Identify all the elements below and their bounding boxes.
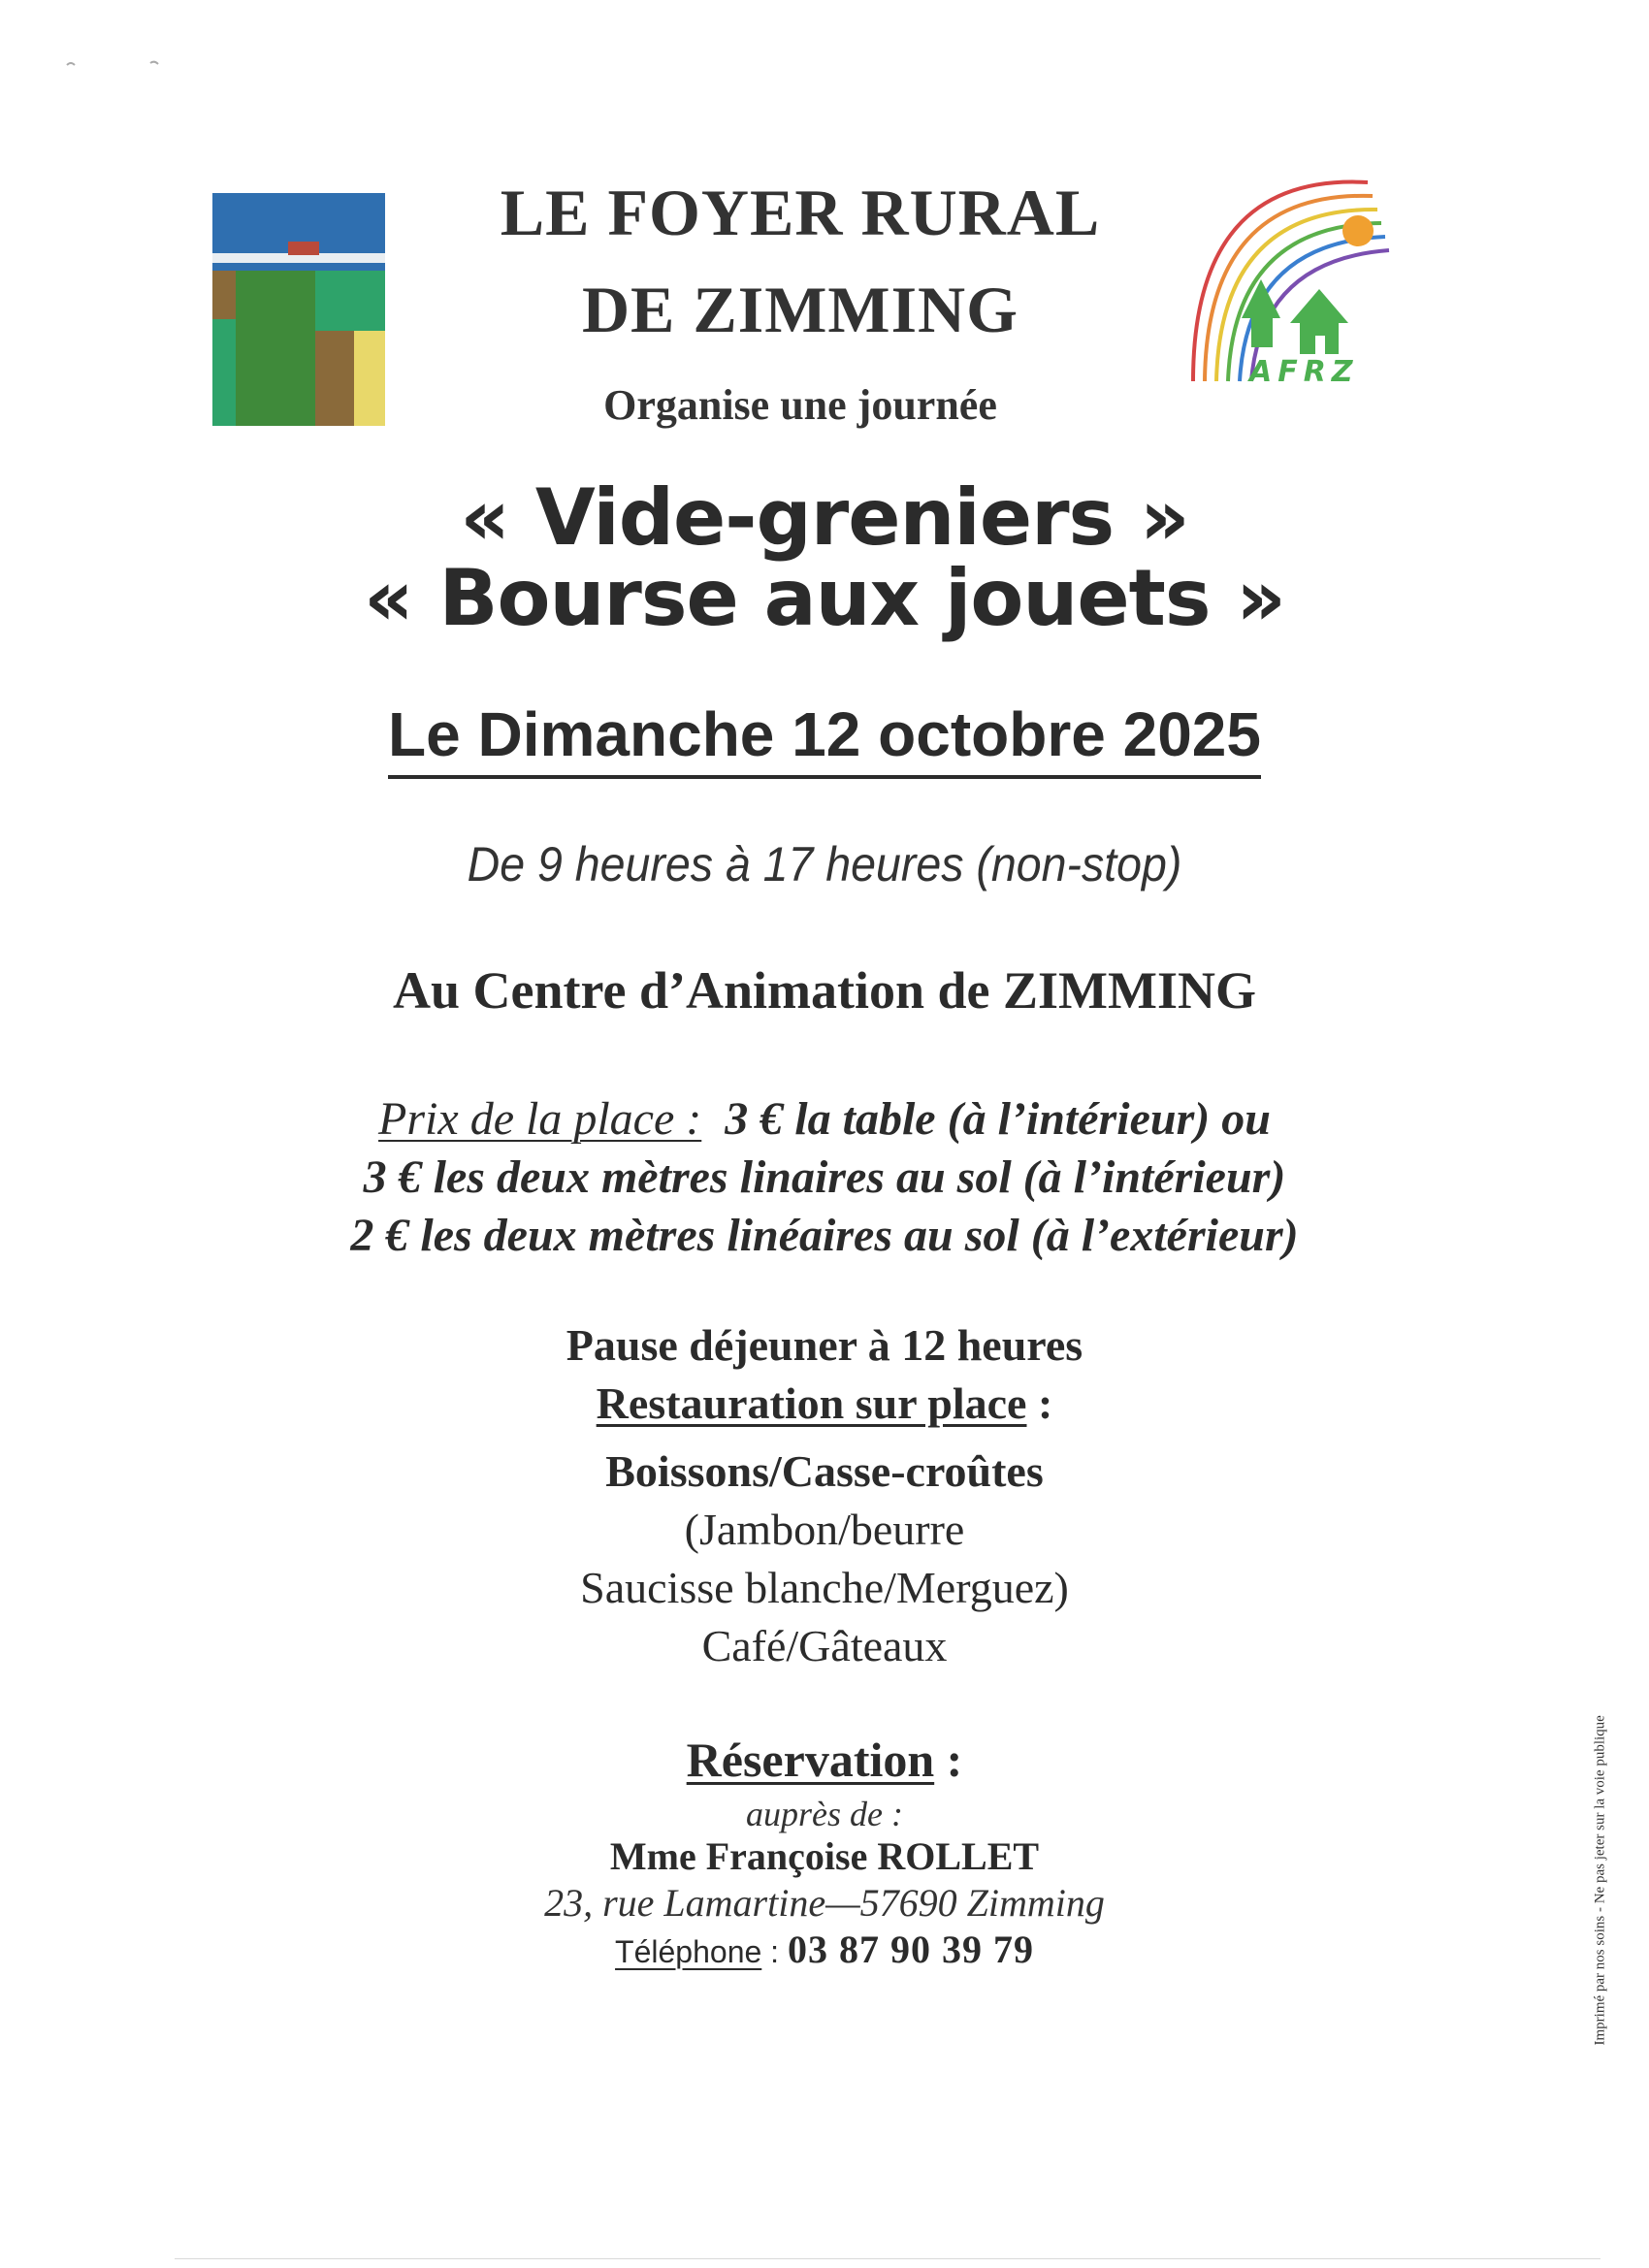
afrz-logo-text: AFRZ [1249, 355, 1359, 389]
price-line-2: 3 € les deux mètres linaires au sol (à l’intérieur) [363, 1151, 1286, 1203]
organisation-name-line1: LE FOYER RURAL [500, 176, 1101, 249]
price-label: Prix de la place : [378, 1093, 702, 1145]
afrz-logo [1174, 163, 1406, 391]
catering-item-2: Saucisse blanche/Merguez) [580, 1563, 1069, 1612]
catering-item-1: (Jambon/beurre [684, 1505, 965, 1554]
catering-drinks: Boissons/Casse-croûtes [605, 1446, 1044, 1496]
reservation-contact-name: Mme Françoise ROLLET [609, 1834, 1040, 1878]
print-notice: Imprimé par nos soins - Ne pas jeter sur la voie publique [1592, 1715, 1608, 2046]
foyer-rural-logo [210, 191, 387, 427]
event-title-line2: « Bourse aux jouets » [364, 553, 1285, 643]
phone-number: 03 87 90 39 79 [787, 1928, 1034, 1971]
event-title-line1: « Vide-greniers » [460, 472, 1189, 563]
event-hours: De 9 heures à 17 heures (non-stop) [467, 837, 1182, 891]
price-line-3: 2 € les deux mètres linéaires au sol (à l’extérieur) [350, 1210, 1299, 1261]
price-line-1 [146, 1092, 1504, 1146]
reservation-label: Réservation [686, 1733, 935, 1787]
reservation-address: 23, rue Lamartine—57690 Zimming [544, 1881, 1105, 1925]
organise-subtitle: Organise une journée [603, 381, 997, 429]
lunch-break: Pause déjeuner à 12 heures [566, 1320, 1083, 1370]
catering-label: Restauration sur place [596, 1378, 1027, 1428]
reservation-heading [146, 1732, 1504, 1788]
phone-separator: : [761, 1934, 788, 1969]
organisation-name-line2: DE ZIMMING [581, 273, 1019, 346]
catering-heading [146, 1377, 1504, 1429]
catering-suffix: : [1026, 1378, 1053, 1428]
scan-marks [63, 53, 179, 82]
reservation-suffix: : [934, 1733, 963, 1787]
catering-item-3: Café/Gâteaux [701, 1621, 948, 1670]
event-venue: Au Centre d’Animation de ZIMMING [393, 961, 1256, 1020]
reservation-sub: auprès de : [746, 1795, 903, 1833]
scan-edge-line [175, 2258, 1600, 2259]
price-line-1-text: 3 € la table (à l’intérieur) ou [725, 1093, 1271, 1145]
event-date [146, 698, 1504, 770]
reservation-phone [146, 1927, 1504, 1972]
event-date-text: Le Dimanche 12 octobre 2025 [388, 699, 1261, 779]
phone-label: Téléphone [615, 1934, 762, 1969]
